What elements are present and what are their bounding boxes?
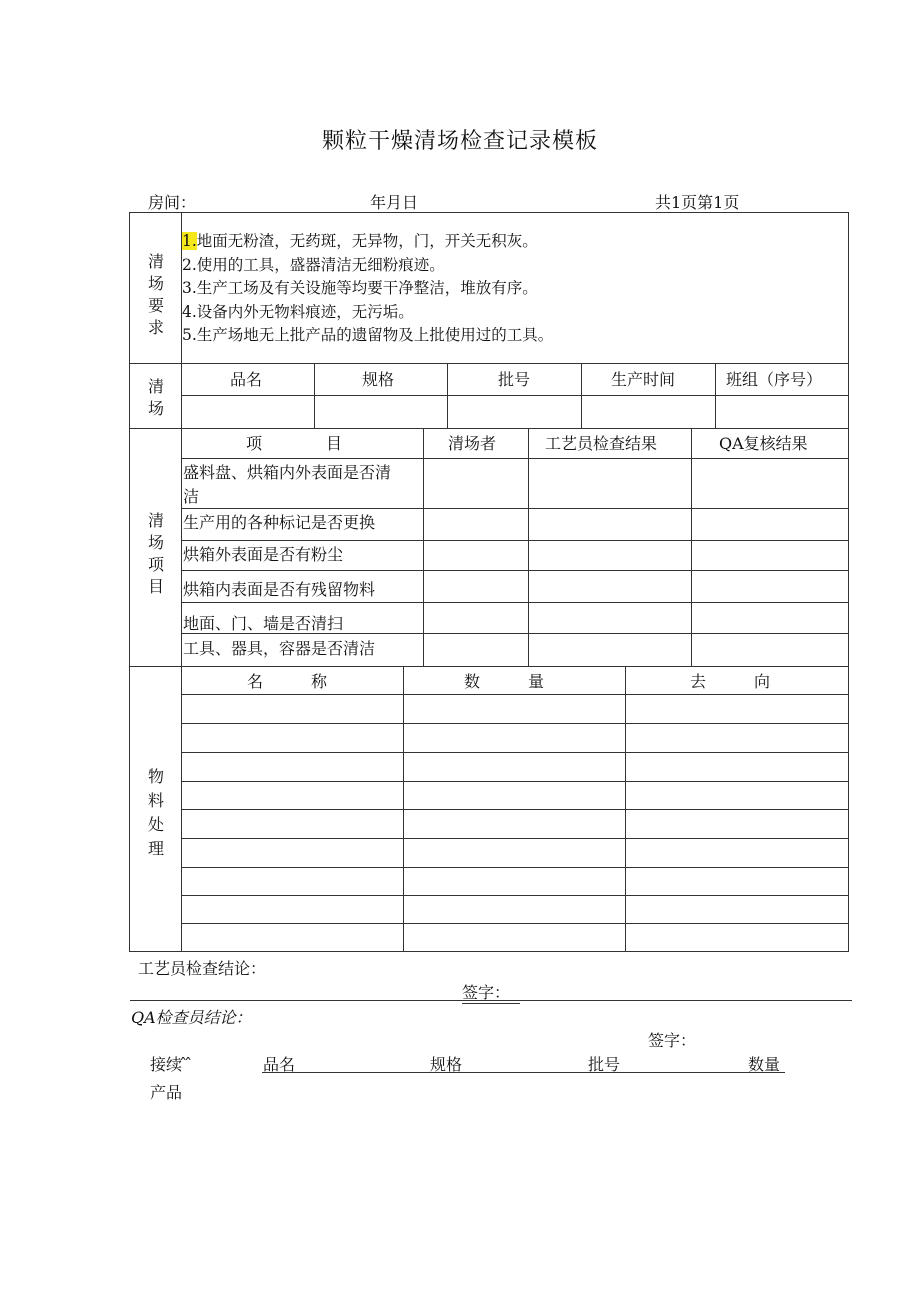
items-side-label: 清 场 项 目 bbox=[147, 511, 164, 596]
handover-batch: 批号 bbox=[588, 1055, 621, 1074]
col-team: 班组（序号） bbox=[726, 370, 823, 389]
col-destination: 去 向 bbox=[690, 672, 771, 691]
handover-underline bbox=[262, 1072, 785, 1073]
handover-product-name: 品名 bbox=[263, 1055, 296, 1074]
col-tech-result: 工艺员检查结果 bbox=[545, 434, 658, 453]
check-item-row: 生产用的各种标记是否更换 bbox=[183, 513, 376, 532]
requirement-item: 5.生产场地无上批产品的遗留物及上批使用过的工具。 bbox=[182, 326, 554, 344]
batch-field[interactable] bbox=[449, 397, 579, 425]
requirements-list bbox=[182, 230, 553, 348]
qa-signature-label: 签字： bbox=[648, 1031, 697, 1050]
check-item-row: 盛料盘、烘箱内外表面是否清 洁 bbox=[183, 463, 392, 506]
col-item: 项 目 bbox=[246, 434, 343, 453]
col-product-name: 品名 bbox=[230, 370, 263, 389]
spec-field[interactable] bbox=[316, 397, 445, 425]
col-qa-result: QA复核结果 bbox=[719, 434, 808, 453]
tech-signature-label: 签字： bbox=[462, 980, 520, 1004]
tech-conclusion-label: 工艺员检查结论： bbox=[138, 959, 267, 978]
clearance-side-label: 清 场 bbox=[147, 377, 164, 418]
team-field[interactable] bbox=[717, 397, 847, 425]
room-label: 房间： bbox=[148, 193, 197, 212]
requirement-item: 3.生产工场及有关设施等均要干净整洁，堆放有序。 bbox=[182, 279, 538, 297]
col-batch: 批号 bbox=[498, 370, 531, 389]
check-item-row: 烘箱外表面是否有粉尘 bbox=[183, 545, 344, 564]
col-production-time: 生产时间 bbox=[611, 370, 676, 389]
date-label: 年月日 bbox=[370, 193, 419, 212]
requirement-item: 4.设备内外无物料痕迹，无污垢。 bbox=[182, 302, 414, 321]
handover-spec: 规格 bbox=[430, 1055, 463, 1074]
product-name-field[interactable] bbox=[183, 397, 312, 425]
col-quantity: 数 量 bbox=[464, 672, 545, 691]
requirements-side-label: 清 场 要 求 bbox=[147, 252, 164, 337]
handover-product-label: 产品 bbox=[150, 1083, 183, 1102]
page-title: 颗粒干燥清场检查记录模板 bbox=[321, 129, 598, 154]
check-item-row: 烘箱内表面是否有残留物料 bbox=[183, 580, 376, 599]
requirement-item: 2.使用的工具，盛器清洁无细粉痕迹。 bbox=[182, 255, 445, 274]
handover-quantity: 数量 bbox=[748, 1055, 781, 1074]
materials-side-label: 物 料 处 理 bbox=[147, 767, 164, 858]
col-material-name: 名 称 bbox=[247, 672, 328, 691]
production-time-field[interactable] bbox=[583, 397, 713, 425]
divider-line bbox=[130, 1000, 852, 1001]
page-counter: 共1页第1页 bbox=[655, 193, 740, 212]
col-cleaner: 清场者 bbox=[448, 434, 497, 453]
inspection-form-table bbox=[129, 212, 849, 952]
qa-conclusion-label: QA检查员结论： bbox=[131, 1008, 252, 1027]
handover-label: 接续 ̂ ̂ bbox=[150, 1055, 193, 1074]
highlight-marker: 1. bbox=[182, 232, 197, 250]
check-item-row: 工具、器具，容器是否清洁 bbox=[183, 639, 376, 658]
requirement-item: 1.地面无粉渣，无药斑，无异物，门，开关无积灰。 bbox=[182, 232, 538, 250]
check-item-row: 地面、门、墙是否清扫 bbox=[183, 614, 344, 633]
col-spec: 规格 bbox=[362, 370, 395, 389]
